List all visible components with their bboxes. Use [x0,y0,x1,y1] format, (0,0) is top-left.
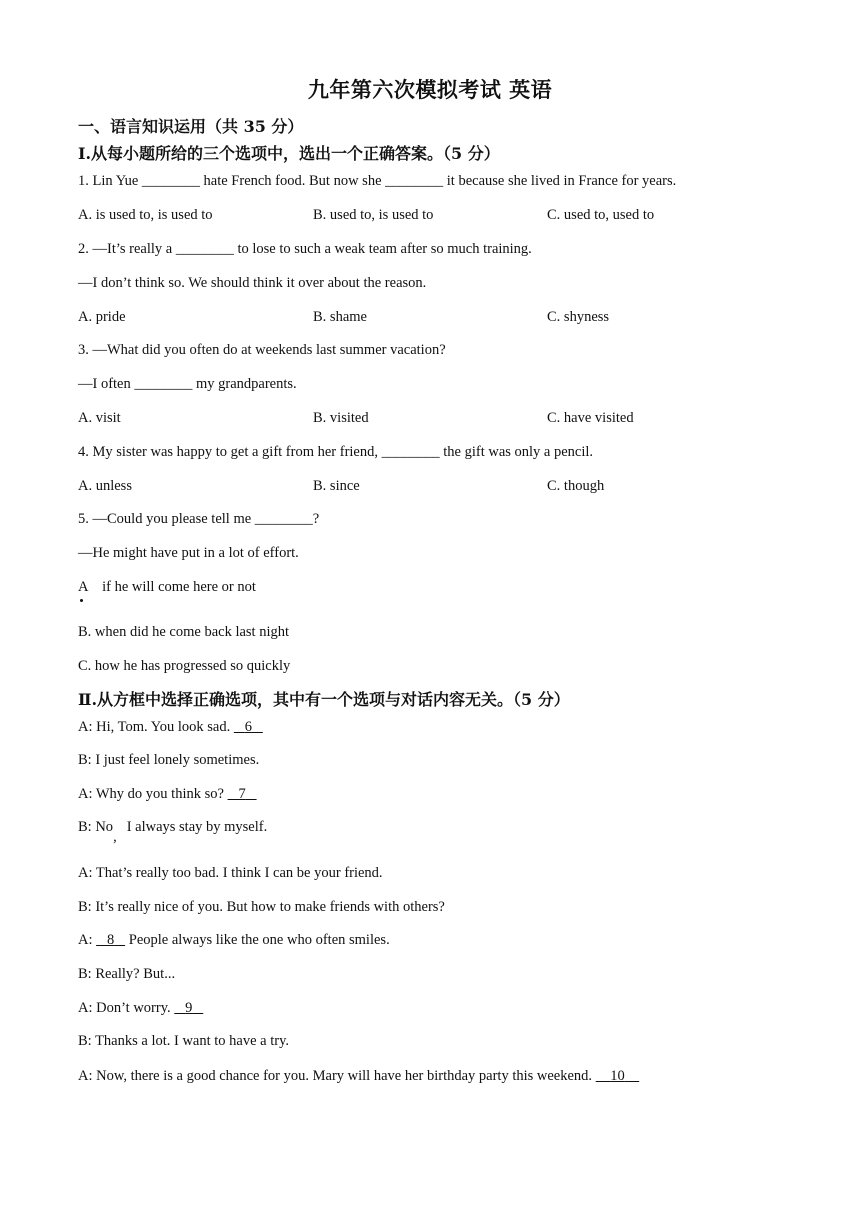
speaker: A: [78,932,93,948]
answer-blank: 6 [244,719,252,735]
speaker: A: [78,865,93,881]
option-c-stacked: C. how he has progressed so quickly [78,658,291,674]
dialogue-text: I just feel lonely sometimes. [95,752,260,768]
dialogue-line [78,865,383,882]
option-a: A. is used to, is used to [78,207,213,223]
dialogue-line [78,719,263,736]
dialogue-text: Now, there is a good chance for you. Mary will have her birthday party this weekend. [96,1068,593,1084]
option-a: A. unless [78,478,132,494]
question-3-line: 3. —What did you often do at weekends last summer vacation? [78,342,446,358]
page-title: 九年第六次模拟考试 英语 [307,77,553,102]
question-4-options [78,478,778,498]
dialogue-text: That’s really too bad. I think I can be your friend. [95,865,383,881]
speaker: A: [78,1068,93,1084]
dialogue-line [78,752,259,769]
dialogue-line [78,819,268,845]
section-heading: 一、语言知识运用（共 35 分） [78,117,304,136]
comma-mark: , [113,829,117,845]
option-c: C. have visited [547,410,634,426]
dialogue-text: People always like the one who often smiles. [128,932,390,948]
question-2-options [78,309,778,329]
speaker: B: [78,752,92,768]
option-b-stacked: B. when did he come back last night [78,624,290,640]
option-b: B. visited [313,410,369,426]
part2-heading: Ⅱ.从方框中选择正确选项，其中有一个选项与对话内容无关。（5 分） [78,690,570,709]
question-2-line: 2. —It’s really a ________ to lose to such a weak team after so much training. [78,241,532,257]
dialogue-line [78,899,445,916]
dialogue-text: Why do you think so? [95,786,224,802]
part1-heading: Ⅰ.从每小题所给的三个选项中，选出一个正确答案。（5 分） [78,144,500,163]
question-5-line: 5. —Could you please tell me ________? [78,511,320,527]
dialogue-line [78,932,390,949]
dialogue-text: Don’t worry. [96,1000,171,1016]
option-a-label: A [78,579,89,595]
option-c: C. shyness [547,309,610,325]
question-3-response: —I often ________ my grandparents. [78,376,297,392]
dialogue-line [78,966,175,983]
option-a: A. pride [78,309,126,325]
speaker: B: [78,966,92,982]
option-b: B. used to, is used to [313,207,434,223]
dialogue-line [78,786,257,803]
dialogue-text: Thanks a lot. I want to have a try. [95,1033,290,1049]
dialogue-text: I always stay by myself. [126,819,268,835]
option-a-stacked [78,579,256,596]
question-1-options [78,207,778,227]
answer-blank: 7 [238,786,246,802]
dialogue-text: It’s really nice of you. But how to make friends with others? [95,899,445,915]
answer-blank: 10 [610,1068,625,1084]
speaker: B: [78,899,92,915]
question-3-options [78,410,778,430]
option-b: B. shame [313,309,367,325]
option-a: A. visit [78,410,121,426]
dialogue-line [78,1033,289,1050]
speaker: B: [78,1033,92,1049]
speaker: A: [78,1000,93,1016]
answer-blank: 9 [185,1000,193,1016]
speaker: A: [78,786,93,802]
question-1-line: 1. Lin Yue ________ hate French food. But now she ________ it because she lived in France for years. [78,173,677,189]
question-4-line: 4. My sister was happy to get a gift from her friend, ________ the gift was only a pencil. [78,444,594,460]
option-b: B. since [313,478,360,494]
dialogue-line [78,1000,203,1017]
answer-blank: 8 [107,932,115,948]
question-2-response: —I don’t think so. We should think it over about the reason. [78,275,427,291]
dialogue-text: Really? But... [95,966,176,982]
dialogue-text: Hi, Tom. You look sad. [96,719,231,735]
speaker: A: [78,719,93,735]
dialogue-text: No [95,819,114,835]
question-5-response: —He might have put in a lot of effort. [78,545,299,561]
option-c: C. though [547,478,605,494]
speaker: B: [78,819,92,835]
dialogue-line [78,1068,639,1085]
option-c: C. used to, used to [547,207,655,223]
option-a-text: if he will come here or not [102,579,256,595]
